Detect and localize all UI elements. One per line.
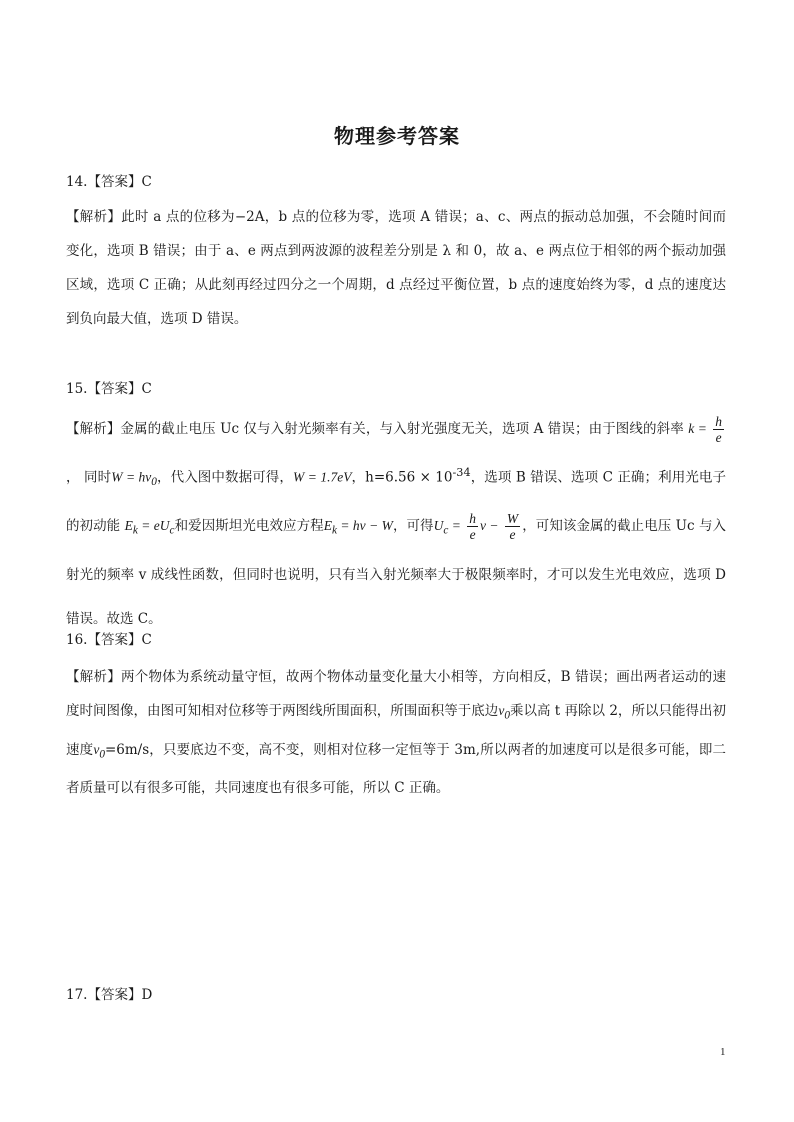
ek-sub-2: k — [331, 524, 337, 537]
frac-numerator-2: h — [469, 511, 477, 527]
q15-text-4: ，h=6.56 × 10 — [351, 469, 453, 486]
sub-0: 0 — [151, 476, 157, 489]
q16-text-2: 乘以高 t 再除以 2，所以只能得出初速度 — [66, 703, 726, 758]
q16-analysis — [66, 660, 726, 805]
frac-numerator-3: W — [506, 511, 519, 527]
frac-denominator-3: e — [509, 527, 516, 543]
q14-answer: 14.【答案】C — [66, 174, 152, 190]
q16-text-1: 【解析】两个物体为系统动量守恒，故两个物体动量变化量大小相等，方向相反，B 错误；画出两者运动的速度时间图像，由图可知相对位移等于两图线所围面积，所围面积等于底边 — [66, 669, 726, 719]
frac-numerator: h — [715, 414, 722, 429]
q15-analysis — [66, 407, 726, 641]
slope-equation: k = — [688, 421, 707, 436]
comma: ， — [66, 469, 80, 486]
frac-denominator-2: e — [469, 527, 476, 543]
q15-text-3: ，代入图中数据可得， — [156, 469, 294, 486]
work-function-value: W = 1.7eV — [293, 469, 352, 485]
uc-symbol: U — [433, 518, 444, 534]
q15-text-1: 【解析】金属的截止电压 Uc 仅与入射光频率有关，与入射光强度无关，选项 A 错误；由于图线的斜率 — [66, 421, 684, 437]
v0-sub-2: 0 — [99, 748, 105, 761]
v0-sub-1: 0 — [504, 709, 510, 722]
ek-symbol-1: E — [124, 518, 133, 534]
q15-text-2: 同时 — [84, 469, 112, 486]
fraction-h-over-e-2 — [467, 511, 478, 542]
q15-text-7: ，可得 — [392, 518, 434, 535]
uc-sub-1: c — [169, 524, 175, 537]
q16-text-3: =6m/s，只要底边不变，高不变，则相对位移一定恒等于 3m,所以两者的加速度可以是很多可能，即二者质量可以有很多可能，共同速度也有很多可能，所以 C 正确。 — [66, 741, 726, 797]
page-title: 物理参考答案 — [334, 124, 460, 148]
q16-answer: 16.【答案】C — [66, 632, 152, 648]
ek-rhs-1: = eU — [137, 518, 170, 534]
planck-exponent: -34 — [452, 466, 471, 479]
q14-analysis: 【解析】此时 a 点的位移为−2A，b 点的位移为零，选项 A 错误；a、c、两点的振动总加强，不会随时间而变化，选项 B 错误；由于 a、e 两点到两波源的波程差分别是 λ 和 0，故 a、e 两点位于相邻的两个振动加强区域，选项 C 正确；从此刻再经过四分之一个周期，d 点经过平衡位置，b 点的速度始终为零，d 点的速度达到负向最大值，选项 D 错误。 — [66, 209, 726, 327]
v0-symbol-1: v — [498, 703, 505, 718]
q15-text-6: 和爱因斯坦光电效应方程 — [174, 518, 324, 535]
ek-sub-1: k — [132, 524, 138, 537]
q15-text-5: ，选项 B 错误、选项 C 正确；利用光电子的初动能 — [66, 469, 727, 535]
q17-answer: 17.【答案】D — [66, 987, 153, 1003]
uc-eq: = — [448, 518, 461, 534]
ek-symbol-2: E — [323, 518, 332, 534]
fraction-h-over-e — [713, 414, 724, 445]
nu-minus: ν − — [480, 518, 499, 534]
q15-text-8: ，可知该金属的截止电压 Uc 与入射光的频率 v 成线性函数，但同时也说明，只有当入射光频率大于极限频率时，才可以发生光电效应，选项 D 错误。故选 C。 — [66, 518, 727, 627]
ek-rhs-2: = hν − W — [336, 518, 393, 534]
page-number: 1 — [720, 1046, 726, 1058]
q15-answer: 15.【答案】C — [66, 381, 152, 397]
frac-denominator: e — [715, 430, 722, 445]
fraction-w-over-e — [505, 511, 520, 542]
work-function-eq: W = hν — [111, 469, 152, 485]
uc-sub: c — [443, 524, 449, 537]
v0-symbol-2: v — [93, 741, 100, 757]
